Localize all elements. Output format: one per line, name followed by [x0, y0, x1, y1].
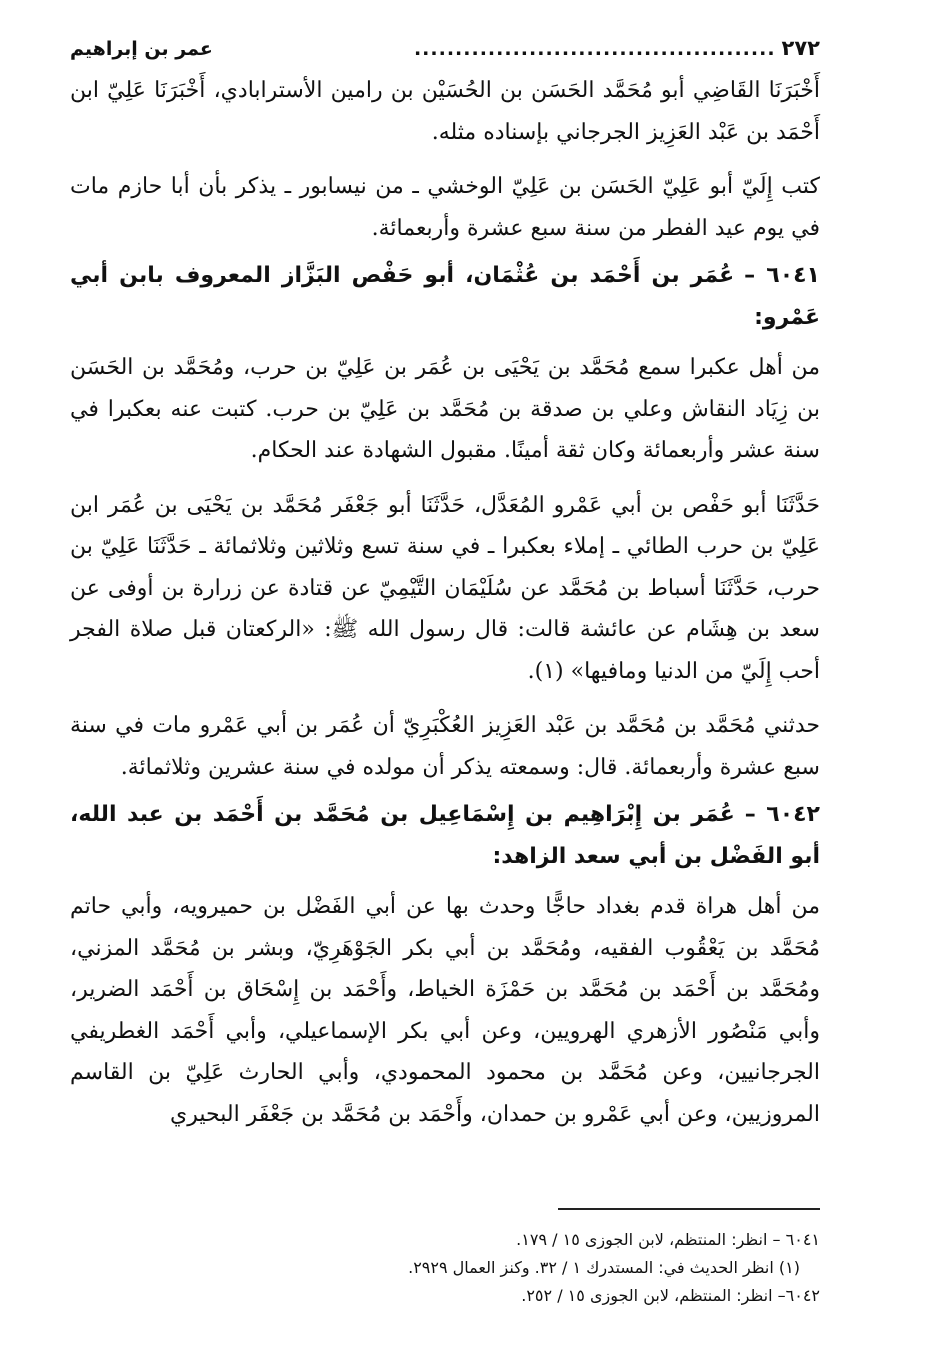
header-leader-dots: ............................................	[413, 38, 776, 60]
paragraph-chain-of-narration: أَخْبَرَنَا القَاضِي أبو مُحَمَّد الحَسَن بن الحُسَيْن بن رامين الأسترابادي، أَخْبَرَنَا عَلِيّ ابن أَحْمَد بن عَبْد العَزِيز الجرجاني بإسناده مثله.	[70, 78, 820, 145]
entry-heading-6042	[70, 794, 820, 878]
running-header	[70, 28, 820, 68]
footnotes	[70, 1208, 820, 1310]
paragraph-hadith-narration: حَدَّثَنَا أبو حَفْص بن أبي عَمْرو المُعَدَّل، حَدَّثَنَا أبو جَعْفَر مُحَمَّد بن يَحْيَى بن عُمَر ابن عَلِيّ بن حرب الطائي ـ إملاء بعكبرا ـ في سنة تسع وثلاثين وثلاثمائة ـ حَدَّثَنَا عَلِيّ بن حرب، حَدَّثَنَا أسباط بن مُحَمَّد عن سُلَيْمَان التَّيْمِيّ عن قتادة عن زرارة بن أوفى عن سعد بن هِشَام عن عائشة قالت: قال رسول الله ﷺ: «الركعتان قبل صلاة الفجر أحب إِلَيّ من الدنيا ومافيها» (١).	[70, 492, 820, 684]
paragraph-biography-6041: من أهل عكبرا سمع مُحَمَّد بن يَحْيَى بن عُمَر بن عَلِيّ بن حرب، ومُحَمَّد بن الحَسَن بن زِيَاد النقاش وعلي بن صدقة بن مُحَمَّد بن عَلِيّ بن حرب. كتبت عنه بعكبرا في سنة عشر وأربعمائة وكان ثقة أمينًا. مقبول الشهادة عند الحكام.	[70, 355, 820, 463]
page-body	[70, 28, 820, 1135]
entry-number: ٦٠٤١ –	[744, 263, 820, 288]
entry-number: ٦٠٤٢ –	[744, 802, 820, 827]
entry-title: عُمَر بن أَحْمَد بن عُثْمَان، أبو حَفْص البَزَّاز المعروف بابن أبي عَمْرو:	[70, 263, 820, 330]
paragraph-death-of-abu-hazim: كتب إِلَيّ أبو عَلِيّ الحَسَن بن عَلِيّ الوخشي ـ من نيسابور ـ يذكر بأن أبا حازم مات في يوم عيد الفطر من سنة سبع عشرة وأربعمائة.	[70, 174, 820, 241]
page-number: ٢٧٢	[781, 36, 820, 60]
paragraph-biography-6042: من أهل هراة قدم بغداد حاجًّا وحدث بها عن أبي الفَضْل بن حميرويه، وأبي حاتم مُحَمَّد بن يَعْقُوب الفقيه، ومُحَمَّد بن أبي بكر الجَوْهَرِيّ، وبشر بن مُحَمَّد المزني، ومُحَمَّد بن أَحْمَد بن مُحَمَّد بن حَمْزَة الخياط، وأَحْمَد بن إِسْحَاق بن أَحْمَد الضرير، وأبي مَنْصُور الأزهري الهرويين، وعن أبي بكر الإسماعيلي، وأبي أَحْمَد الغطريفي الجرجانيين، وعن مُحَمَّد بن محمود المحمودي، وأبي الحارث عَلِيّ بن القاسم المروزيين، وعن أبي عَمْرو بن حمدان، وأَحْمَد بن مُحَمَّد بن جَعْفَر البحيري	[70, 894, 821, 1127]
footnote-6042: ٦٠٤٢– انظر: المنتظم، لابن الجوزى ١٥ / ٢٥٢.	[521, 1286, 820, 1305]
paragraph-death-date: حدثني مُحَمَّد بن مُحَمَّد بن عَبْد العَزِيز العُكْبَرِيّ أن عُمَر بن أبي عَمْرو مات في سنة سبع عشرة وأربعمائة. قال: وسمعته يذكر أن مولده في سنة عشرين وثلاثمائة.	[70, 713, 820, 780]
entry-heading-6041	[70, 255, 820, 339]
footnote-6041: ٦٠٤١ – انظر: المنتظم، لابن الجوزى ١٥ / ١٧٩.	[516, 1230, 820, 1249]
running-title: عمر بن إبراهيم	[70, 38, 213, 60]
footnote-divider	[558, 1208, 820, 1210]
entry-title: عُمَر بن إِبْرَاهِيم بن إِسْمَاعِيل بن مُحَمَّد بن أَحْمَد بن عبد الله، أبو الفَضْل بن أبي سعد الزاهد:	[70, 802, 820, 869]
footnote-1: (١) انظر الحديث في: المستدرك ١ / ٣٢. وكنز العمال ٢٩٢٩.	[408, 1258, 800, 1277]
